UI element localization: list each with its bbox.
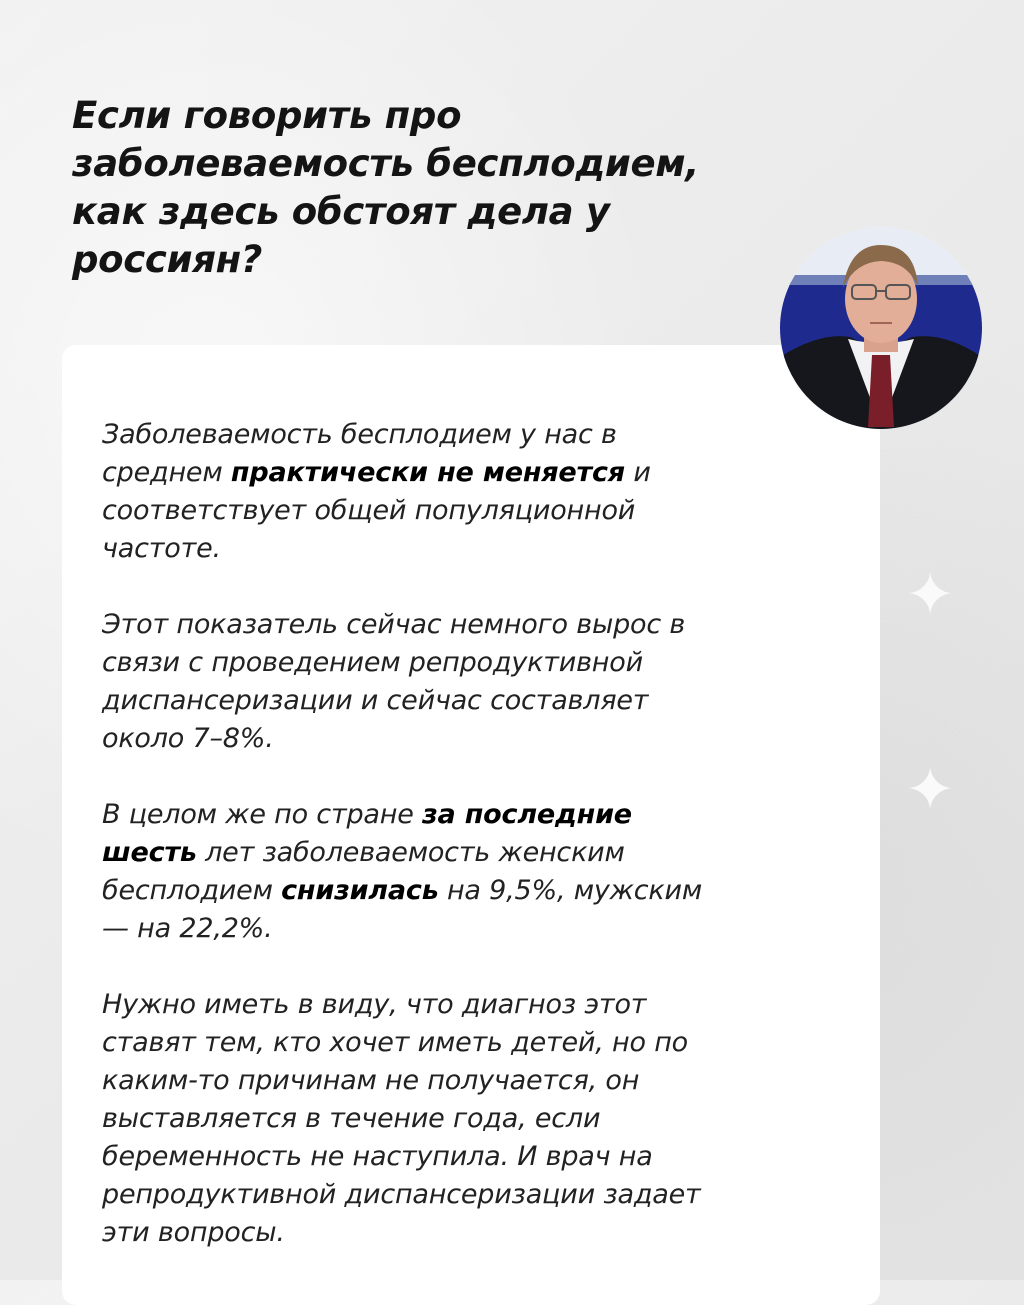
- text-line: [102, 1024, 702, 1062]
- text-segment: частоте.: [102, 533, 221, 564]
- text-line: [102, 606, 702, 644]
- answer-text: [102, 416, 702, 1290]
- text-line: [102, 720, 702, 758]
- text-segment: — на 22,2%.: [102, 913, 273, 944]
- answer-paragraph: [102, 796, 702, 948]
- text-line: [102, 1062, 702, 1100]
- text-line: [102, 872, 702, 910]
- text-line: [102, 416, 702, 454]
- text-segment: каким-то причинам не получается, он: [102, 1065, 640, 1096]
- text-line: [102, 1100, 702, 1138]
- text-line: [102, 682, 702, 720]
- text-segment: на 9,5%, мужским: [438, 875, 703, 906]
- text-segment: Этот показатель сейчас немного вырос в: [102, 609, 686, 640]
- sparkle-icon: ✦: [905, 755, 956, 825]
- emphasis-text: снизилась: [281, 875, 439, 906]
- text-segment: диспансеризации и сейчас составляет: [102, 685, 649, 716]
- text-segment: ставят тем, кто хочет иметь детей, но по: [102, 1027, 688, 1058]
- text-segment: соответствует общей популяционной: [102, 495, 636, 526]
- answer-paragraph: [102, 416, 702, 568]
- text-segment: В целом же по стране: [102, 799, 422, 830]
- headline-line: Если говорить про: [72, 94, 462, 137]
- text-segment: репродуктивной диспансеризации задает: [102, 1179, 701, 1210]
- text-line: [102, 910, 702, 948]
- text-line: [102, 796, 702, 834]
- headline-line: заболеваемость бесплодием,: [72, 142, 700, 185]
- text-segment: беременность не наступила. И врач на: [102, 1141, 653, 1172]
- emphasis-text: практически не меняется: [230, 457, 625, 488]
- text-segment: Нужно иметь в виду, что диагноз этот: [102, 989, 647, 1020]
- text-segment: связи с проведением репродуктивной: [102, 647, 643, 678]
- text-line: [102, 1214, 702, 1252]
- text-segment: около 7–8%.: [102, 723, 274, 754]
- headline-line: как здесь обстоят дела у: [72, 190, 610, 233]
- text-line: [102, 644, 702, 682]
- text-segment: эти вопросы.: [102, 1217, 285, 1248]
- text-segment: среднем: [102, 457, 231, 488]
- text-line: [102, 1138, 702, 1176]
- text-segment: Заболеваемость бесплодием у нас в: [102, 419, 617, 450]
- text-line: [102, 492, 702, 530]
- text-segment: бесплодием: [102, 875, 282, 906]
- text-segment: и: [624, 457, 651, 488]
- headline-line: россиян?: [72, 238, 263, 281]
- text-line: [102, 986, 702, 1024]
- text-line: [102, 1176, 702, 1214]
- text-segment: выставляется в течение года, если: [102, 1103, 601, 1134]
- text-line: [102, 454, 702, 492]
- sparkle-icon: ✦: [905, 560, 956, 630]
- text-line: [102, 834, 702, 872]
- headline-question: [72, 92, 699, 284]
- text-segment: лет заболеваемость женским: [196, 837, 625, 868]
- text-line: [102, 530, 702, 568]
- answer-paragraph: [102, 606, 702, 758]
- speaker-avatar: [780, 227, 982, 429]
- emphasis-text: за последние: [422, 799, 632, 830]
- answer-paragraph: [102, 986, 702, 1252]
- emphasis-text: шесть: [102, 837, 197, 868]
